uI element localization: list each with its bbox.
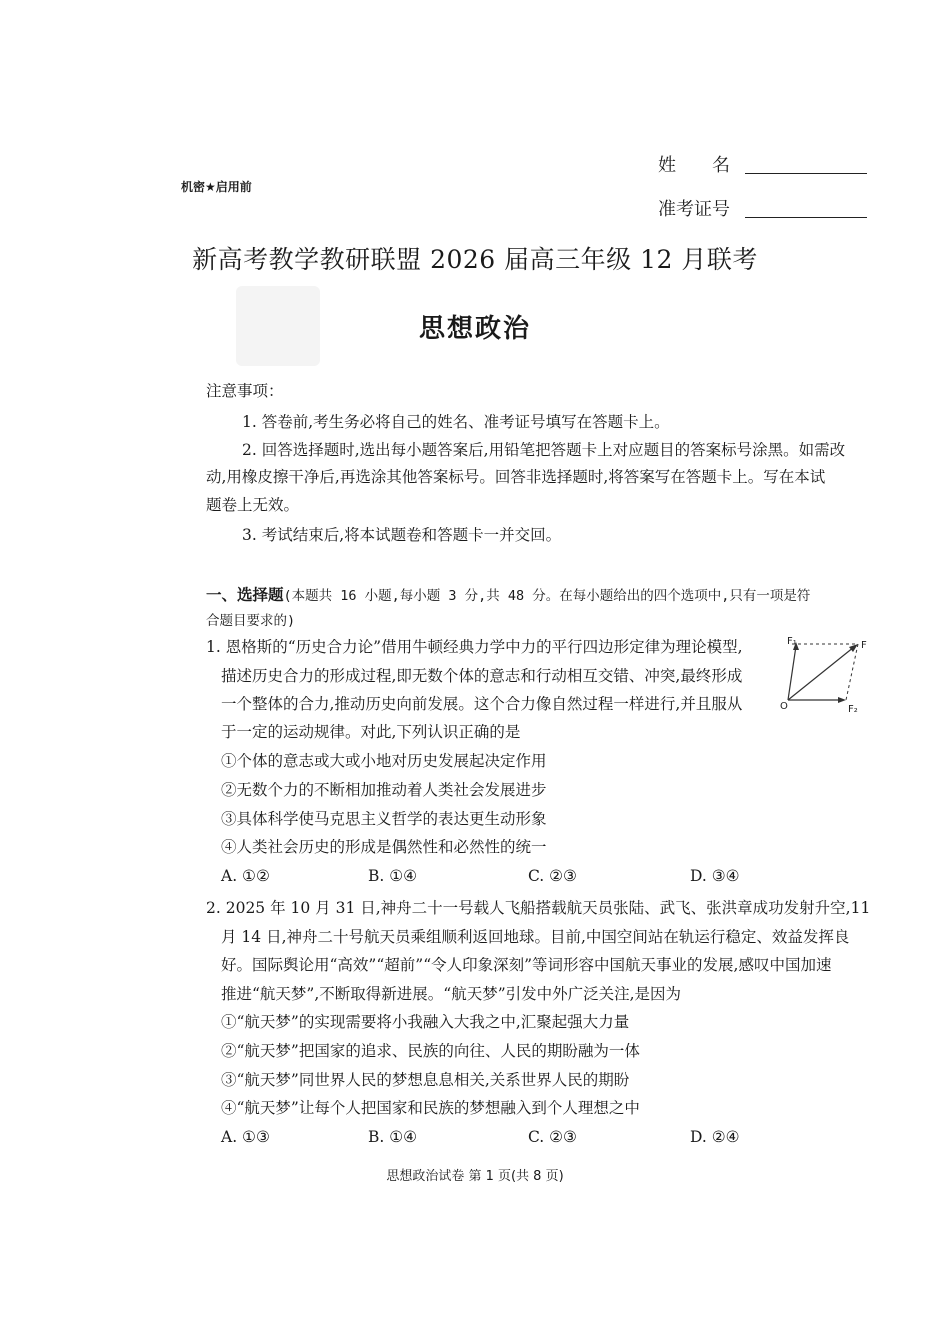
q1-stem-line-1: 1. 恩格斯的“历史合力论”借用牛顿经典力学中力的平行四边形定律为理论模型, xyxy=(206,638,743,656)
q2-statement-2: ②“航天梦”把国家的追求、民族的向往、人民的期盼融为一体 xyxy=(221,1042,640,1060)
q1-option-a[interactable]: A. ①② xyxy=(221,867,270,885)
force-parallelogram-diagram xyxy=(778,632,874,718)
q1-statement-2: ②无数个力的不断相加推动着人类社会发展进步 xyxy=(221,781,547,799)
q1-stem-line-2: 描述历史合力的形成过程,即无数个体的意志和行动相互交错、冲突,最终形成 xyxy=(221,667,743,685)
resultant-force-arrow xyxy=(788,647,854,700)
notice-heading: 注意事项： xyxy=(206,382,284,400)
notice-item-3: 3. 考试结束后,将本试题卷和答题卡一并交回。 xyxy=(242,526,562,544)
notice-item-1: 1. 答卷前,考生务必将自己的姓名、准考证号填写在答题卡上。 xyxy=(242,413,670,431)
page-footer: 思想政治试卷 第 1 页(共 8 页) xyxy=(386,1169,564,1184)
name-field[interactable] xyxy=(745,155,867,174)
q1-statement-4: ④人类社会历史的形成是偶然性和必然性的统一 xyxy=(221,838,547,856)
force-f2-arrowhead xyxy=(838,697,846,703)
notice-item-2-line-1: 2. 回答选择题时,选出每小题答案后,用铅笔把答题卡上对应题目的答案标号涂黑。如需改 xyxy=(242,441,846,459)
notice-item-2-line-3: 题卷上无效。 xyxy=(206,496,300,514)
q2-option-a[interactable]: A. ①③ xyxy=(221,1128,270,1146)
q2-statement-4: ④“航天梦”让每个人把国家和民族的梦想融入到个人理想之中 xyxy=(221,1099,640,1117)
q1-statement-1: ①个体的意志或大或小地对历史发展起决定作用 xyxy=(221,752,547,770)
q1-stem-line-4: 于一定的运动规律。对此,下列认识正确的是 xyxy=(221,723,521,741)
q2-option-c[interactable]: C. ②③ xyxy=(528,1128,577,1146)
q2-stem-line-3: 好。国际舆论用“高效”“超前”“令人印象深刻”等词形容中国航天事业的发展,感叹中国加速 xyxy=(221,956,832,974)
confidential-mark: 机密★启用前 xyxy=(181,180,252,194)
section-note-1: (本题共 16 小题,每小题 3 分,共 48 分。在每小题给出的四个选项中,只有一项是符 xyxy=(283,588,811,604)
q1-stem-line-3: 一个整体的合力,推动历史向前发展。这个合力像自然过程一样进行,并且服从 xyxy=(221,695,743,713)
name-label: 姓 名 xyxy=(658,155,730,176)
section-title: 一、选择题 xyxy=(206,586,284,604)
label-f1: F₁ xyxy=(787,636,797,647)
q1-statement-3: ③具体科学使马克思主义哲学的表达更生动形象 xyxy=(221,810,547,828)
subject-title: 思想政治 xyxy=(418,314,531,344)
q2-stem-line-2: 月 14 日,神舟二十号航天员乘组顺利返回地球。目前,中国空间站在轨运行稳定、效益发挥良 xyxy=(221,928,850,946)
q2-option-b[interactable]: B. ①④ xyxy=(368,1128,418,1146)
q1-option-b[interactable]: B. ①④ xyxy=(368,867,418,885)
exam-title: 新高考教学教研联盟 2026 届高三年级 12 月联考 xyxy=(192,245,758,274)
q2-stem-line-4: 推进“航天梦”,不断取得新进展。“航天梦”引发中外广泛关注,是因为 xyxy=(221,985,682,1003)
section-note-2: 合题目要求的) xyxy=(206,613,296,629)
force-f1-arrow xyxy=(788,646,796,700)
exam-id-field[interactable] xyxy=(745,199,867,218)
label-o: O xyxy=(780,701,788,712)
exam-id-label: 准考证号 xyxy=(658,199,730,220)
q2-option-d[interactable]: D. ②④ xyxy=(690,1128,740,1146)
section-heading xyxy=(206,583,810,605)
q2-statement-1: ①“航天梦”的实现需要将小我融入大我之中,汇聚起强大力量 xyxy=(221,1013,630,1031)
label-f2: F₂ xyxy=(848,704,858,715)
q2-stem-line-1: 2. 2025 年 10 月 31 日,神舟二十一号载人飞船搭载航天员张陆、武飞、张洪章成功发射升空,11 xyxy=(206,899,871,917)
notice-item-2-line-2: 动,用橡皮擦干净后,再选涂其他答案标号。回答非选择题时,将答案写在答题卡上。写在本试 xyxy=(206,468,826,486)
q1-option-c[interactable]: C. ②③ xyxy=(528,867,577,885)
q1-option-d[interactable]: D. ③④ xyxy=(690,867,740,885)
q2-statement-3: ③“航天梦”同世界人民的梦想息息相关,关系世界人民的期盼 xyxy=(221,1071,630,1089)
label-f: F xyxy=(861,640,867,651)
